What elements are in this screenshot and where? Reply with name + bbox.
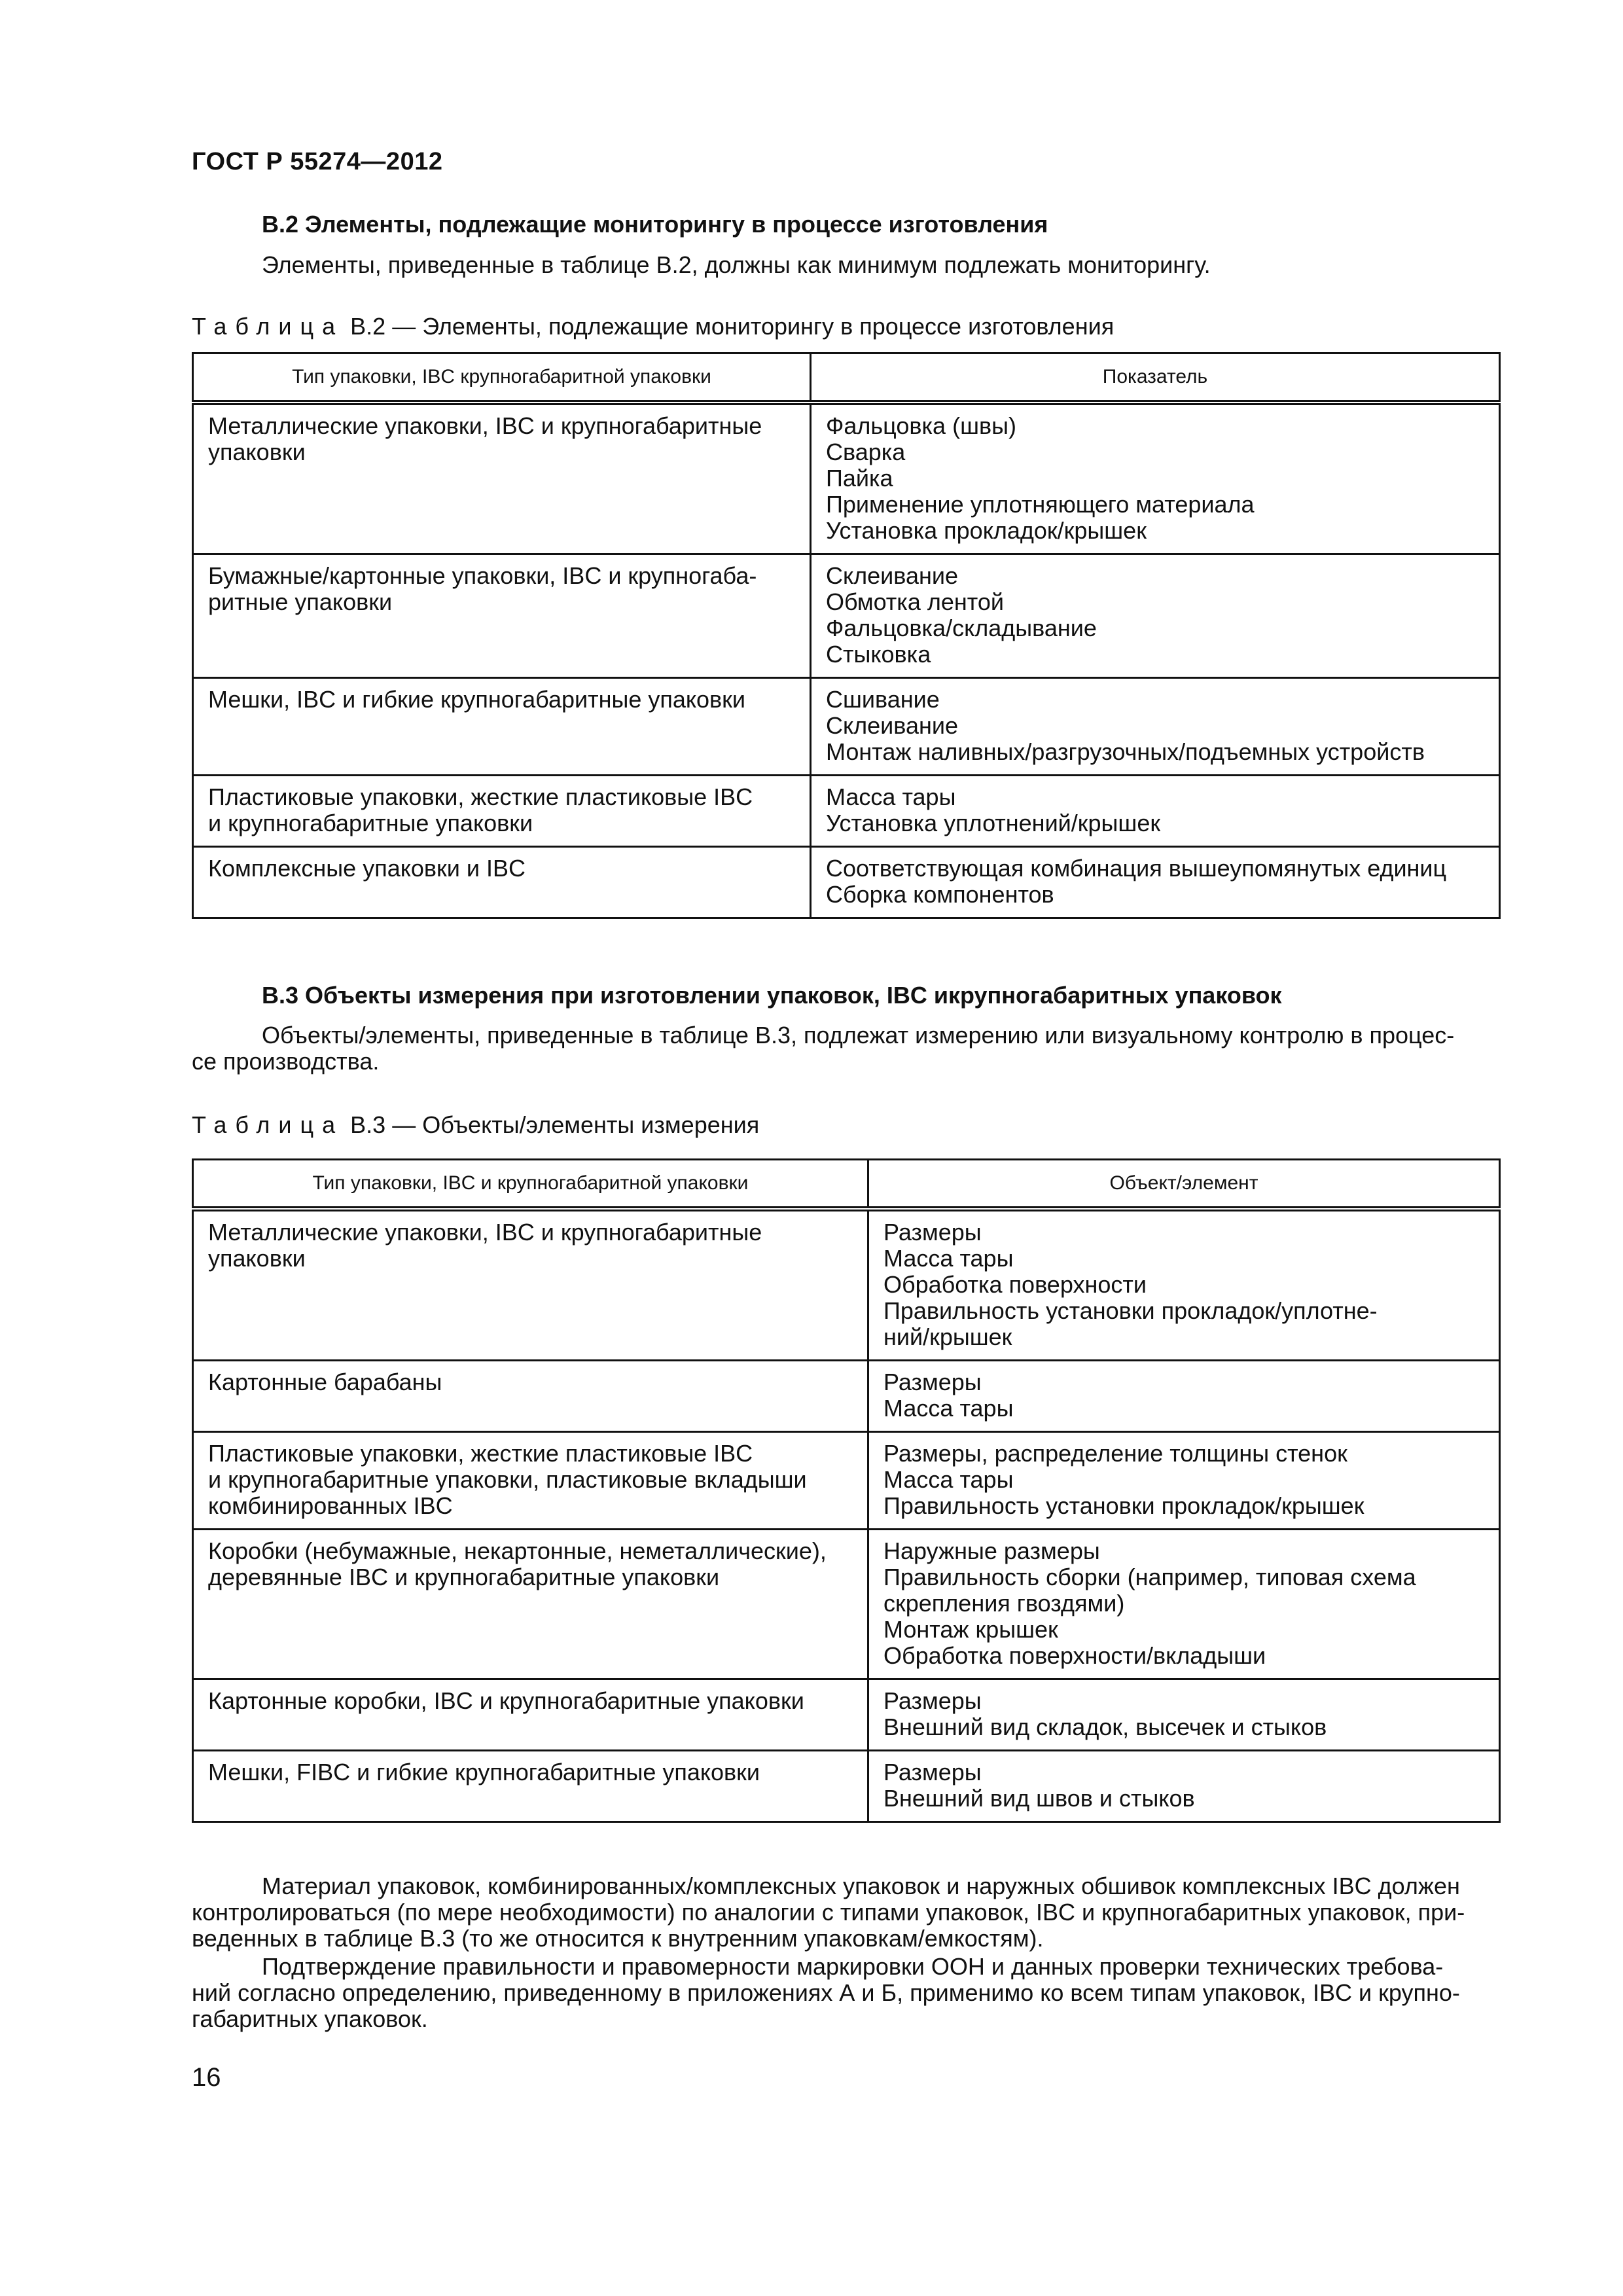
cell-line: и крупногабаритные упаковки: [208, 810, 533, 836]
cell-line: упаковки: [208, 1245, 306, 1272]
table-row: [193, 1751, 1500, 1822]
package-type-cell: [193, 1361, 868, 1432]
cell-line: Сварка: [826, 439, 906, 465]
paragraph-line: Подтверждение правильности и правомерности маркировки ООН и данных проверки технических требова-: [262, 1953, 1444, 1980]
caption-word: Таблица: [192, 1111, 344, 1138]
cell-line: Мешки, IBC и гибкие крупногабаритные упаковки: [208, 686, 746, 713]
item-list-cell: [811, 847, 1500, 918]
table-row: [193, 847, 1500, 918]
package-type-cell: [193, 554, 811, 678]
cell-line: Размеры: [883, 1369, 982, 1395]
caption-text: В.2 — Элементы, подлежащие мониторингу в процессе изготовления: [350, 313, 1115, 340]
cell-line: Наружные размеры: [883, 1537, 1100, 1564]
cell-line: Склеивание: [826, 562, 959, 589]
cell-line: Сборка компонентов: [826, 881, 1054, 908]
cell-line: Монтаж наливных/разгрузочных/подъемных устройств: [826, 738, 1425, 765]
table-b2: [192, 352, 1501, 919]
section-b3-intro: [192, 1022, 1499, 1075]
paragraph-line: ний согласно определению, приведенному в приложениях А и Б, применимо ко всем типам упаковок, IBC и крупно-: [192, 1979, 1460, 2006]
item-list-cell: [811, 403, 1500, 554]
cell-line: Размеры: [883, 1219, 982, 1246]
cell-line: Коробки (небумажные, некартонные, неметаллические),: [208, 1537, 827, 1564]
table-b3: [192, 1158, 1501, 1823]
table-row: [193, 403, 1500, 554]
column-header: Тип упаковки, IBC и крупногабаритной упаковки: [193, 1160, 868, 1210]
item-list-cell: [868, 1361, 1500, 1432]
cell-line: ритные упаковки: [208, 588, 393, 615]
package-type-cell: [193, 1432, 868, 1530]
table-row: [193, 1209, 1500, 1361]
package-type-cell: [193, 678, 811, 776]
item-list-cell: [811, 776, 1500, 847]
cell-line: Установка уплотнений/крышек: [826, 810, 1161, 836]
package-type-cell: [193, 1751, 868, 1822]
intro-line: се производства.: [192, 1048, 380, 1075]
cell-line: комбинированных IBC: [208, 1492, 453, 1519]
intro-line: Объекты/элементы, приведенные в таблице В.3, подлежат измерению или визуальному контролю в процес-: [262, 1022, 1455, 1049]
cell-line: деревянные IBC и крупногабаритные упаковки: [208, 1564, 720, 1590]
cell-line: упаковки: [208, 439, 306, 465]
closing-paragraph-2: [192, 1954, 1499, 2032]
column-header: Показатель: [811, 353, 1500, 403]
item-list-cell: [868, 1679, 1500, 1751]
cell-line: Металлические упаковки, IBC и крупногабаритные: [208, 1219, 762, 1246]
table-header-row: [193, 1160, 1500, 1210]
package-type-cell: [193, 1209, 868, 1361]
cell-line: Пластиковые упаковки, жесткие пластиковые IBC: [208, 783, 753, 810]
cell-line: Фальцовка (швы): [826, 412, 1016, 439]
cell-line: Картонные коробки, IBC и крупногабаритные упаковки: [208, 1687, 804, 1714]
cell-line: Размеры: [883, 1759, 982, 1785]
cell-line: Обмотка лентой: [826, 588, 1004, 615]
table-row: [193, 554, 1500, 678]
cell-line: Применение уплотняющего материала: [826, 491, 1255, 518]
cell-line: скрепления гвоздями): [883, 1590, 1125, 1617]
item-list-cell: [811, 678, 1500, 776]
cell-line: Размеры, распределение толщины стенок: [883, 1440, 1347, 1467]
cell-line: Обработка поверхности: [883, 1271, 1147, 1298]
caption-text: В.3 — Объекты/элементы измерения: [350, 1111, 760, 1138]
cell-line: Масса тары: [883, 1395, 1014, 1422]
page-header: ГОСТ Р 55274—2012: [192, 148, 443, 175]
cell-line: Внешний вид швов и стыков: [883, 1785, 1195, 1812]
cell-line: Металлические упаковки, IBC и крупногабаритные: [208, 412, 762, 439]
table-row: [193, 776, 1500, 847]
item-list-cell: [868, 1751, 1500, 1822]
package-type-cell: [193, 776, 811, 847]
table-b3-caption: [192, 1111, 759, 1139]
item-list-cell: [868, 1209, 1500, 1361]
cell-line: Стыковка: [826, 641, 931, 668]
table-row: [193, 1432, 1500, 1530]
section-b2-heading: В.2 Элементы, подлежащие мониторингу в процессе изготовления: [262, 211, 1048, 238]
paragraph-line: габаритных упаковок.: [192, 2005, 428, 2032]
table-row: [193, 678, 1500, 776]
cell-line: Внешний вид складок, высечек и стыков: [883, 1713, 1327, 1740]
column-header: Объект/элемент: [868, 1160, 1500, 1210]
package-type-cell: [193, 1530, 868, 1679]
cell-line: Обработка поверхности/вкладыши: [883, 1642, 1266, 1669]
closing-paragraph-1: [192, 1873, 1499, 1952]
cell-line: Масса тары: [883, 1245, 1014, 1272]
package-type-cell: [193, 403, 811, 554]
section-b2-intro: Элементы, приведенные в таблице В.2, должны как минимум подлежать мониторингу.: [262, 251, 1211, 278]
cell-line: Соответствующая комбинация вышеупомянутых единиц: [826, 855, 1447, 882]
paragraph-line: контролироваться (по мере необходимости) по аналогии с типами упаковок, IBC и крупногабаритных упаковок, при-: [192, 1899, 1465, 1926]
item-list-cell: [811, 554, 1500, 678]
cell-line: Сшивание: [826, 686, 940, 713]
paragraph-line: веденных в таблице В.3 (то же относится к внутренним упаковкам/емкостям).: [192, 1925, 1044, 1952]
item-list-cell: [868, 1530, 1500, 1679]
page-number: 16: [192, 2063, 221, 2092]
cell-line: Картонные барабаны: [208, 1369, 442, 1395]
section-b3-heading: В.3 Объекты измерения при изготовлении упаковок, IBC икрупногабаритных упаковок: [262, 982, 1282, 1009]
cell-line: ний/крышек: [883, 1323, 1012, 1350]
cell-line: Монтаж крышек: [883, 1616, 1058, 1643]
table-row: [193, 1530, 1500, 1679]
table-header-row: [193, 353, 1500, 403]
package-type-cell: [193, 847, 811, 918]
cell-line: Правильность установки прокладок/уплотне-: [883, 1297, 1378, 1324]
cell-line: Масса тары: [826, 783, 956, 810]
table-row: [193, 1361, 1500, 1432]
cell-line: Склеивание: [826, 712, 959, 739]
cell-line: Правильность сборки (например, типовая схема: [883, 1564, 1416, 1590]
cell-line: Масса тары: [883, 1466, 1014, 1493]
item-list-cell: [868, 1432, 1500, 1530]
cell-line: Бумажные/картонные упаковки, IBC и крупногаба-: [208, 562, 757, 589]
cell-line: Мешки, FIBC и гибкие крупногабаритные упаковки: [208, 1759, 760, 1785]
cell-line: Комплексные упаковки и IBC: [208, 855, 526, 882]
table-b2-caption: [192, 313, 1114, 340]
cell-line: Установка прокладок/крышек: [826, 517, 1147, 544]
paragraph-line: Материал упаковок, комбинированных/комплексных упаковок и наружных обшивок комплексных IBC должен: [262, 1873, 1460, 1899]
package-type-cell: [193, 1679, 868, 1751]
cell-line: Пайка: [826, 465, 893, 492]
cell-line: Размеры: [883, 1687, 982, 1714]
caption-word: Таблица: [192, 313, 344, 340]
cell-line: и крупногабаритные упаковки, пластиковые вкладыши: [208, 1466, 807, 1493]
column-header: Тип упаковки, IBC крупногабаритной упаковки: [193, 353, 811, 403]
cell-line: Фальцовка/складывание: [826, 615, 1097, 641]
cell-line: Правильность установки прокладок/крышек: [883, 1492, 1364, 1519]
cell-line: Пластиковые упаковки, жесткие пластиковые IBC: [208, 1440, 753, 1467]
table-row: [193, 1679, 1500, 1751]
